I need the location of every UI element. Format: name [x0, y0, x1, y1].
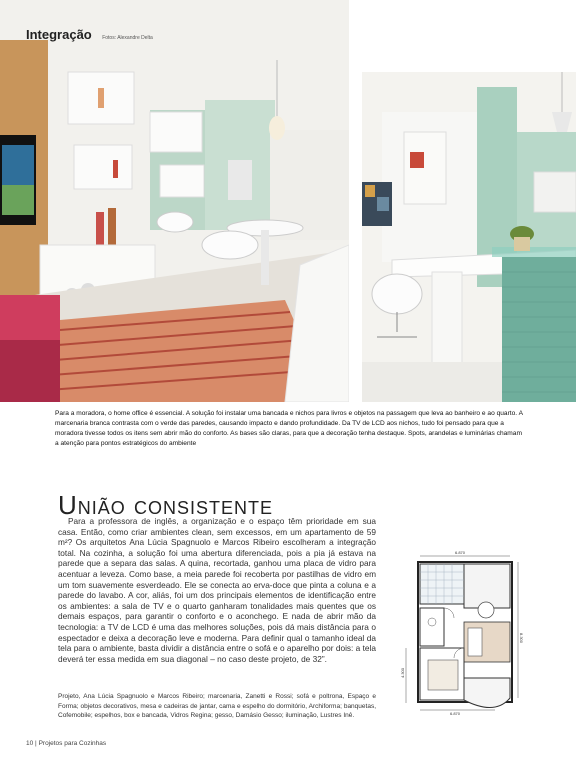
home-office-photo — [362, 72, 576, 402]
plan-dim-top: 6.870 — [455, 550, 466, 555]
section-title: Integração — [26, 27, 92, 42]
project-credits: Projeto, Ana Lúcia Spagnuolo e Marcos Ribeiro; marcenaria, Zanetti e Rossi; sofá e poltrona, Espaço e Forma; objetos decorativos, mesa e cadeiras de jantar, cama e espelho do dormitório, Archiforma; banquetas, Cofemobile; espelhos, box e bancada, Vidros Regina; gesso, Damásio Gesso; iluminação, Lustres Inê. — [58, 693, 376, 719]
publication-name: Projetos para Cozinhas — [38, 740, 107, 747]
article-body — [58, 516, 376, 664]
floor-plan — [400, 548, 536, 716]
plan-dim-right: 8.300 — [519, 633, 524, 644]
page-footer — [26, 740, 106, 747]
page-number: 10 — [26, 740, 34, 747]
photo-caption: Para a moradora, o home office é essencial. A solução foi instalar uma bancada e nichos para livros e objetos na passagem que leva ao banheiro e ao quarto. A marcenaria branca contrasta com o verde das paredes, causando impacto e dando profundidade. Da TV de LCD aos nichos, tudo foi pensado para que a moradora tivesse todos os itens sem abrir mão do conforto. As bases são claras, para que a decoração tenha destaque. Spots, arandelas e luminárias chamam a atenção para pontos estratégicos do ambiente — [55, 410, 523, 447]
section-header — [26, 26, 153, 44]
footer-separator: | — [35, 740, 37, 747]
photo-credit: Fotos: Alexandre Delta — [102, 35, 153, 41]
article-paragraph: Para a professora de inglês, a organização e o espaço têm prioridade em sua casa. Então, como criar ambientes clean, sem excessos, em um apartamento de 59 m²? Os arquitetos Ana Lúcia Spagnuolo e Marcos Ribeiro escolheram a integração total. Na cozinha, a solução foi uma abertura diferenciada, pois a pia já estava na parede que a separa das salas. A quina, recortada, ganhou uma placa de vidro para acentuar a leveza. Como base, a meia parede foi recoberta por pastilhas de vidro em um tom suavemente esverdeado. Ele se conecta ao erva-doce que pinta a coluna e a parede do lavabo. A cor, aliás, foi um dos principais elementos de identificação entre os ambientes: a sala de TV e o quarto ganharam tonalidades mais quentes que os demais espaços, para garantir o conforto e o aconchego. E nada de abrir mão da tecnologia: a TV de LCD é uma das melhores soluções, pois dá mais distância para o espectador e deixa a decoração leve e moderna. Para definir qual o tamanho ideal da tela para o ambiente, basta dividir a distância entre o sofá e o aparelho por dois: a tela deverá ter essa medida em sua diagonal – no caso deste projeto, de 32”. — [58, 516, 376, 664]
living-room-photo — [0, 0, 349, 402]
plan-dim-bottom: 6.870 — [450, 711, 461, 716]
article-title: União consistente — [58, 490, 274, 520]
plan-dim-left: 4.300 — [400, 667, 405, 678]
